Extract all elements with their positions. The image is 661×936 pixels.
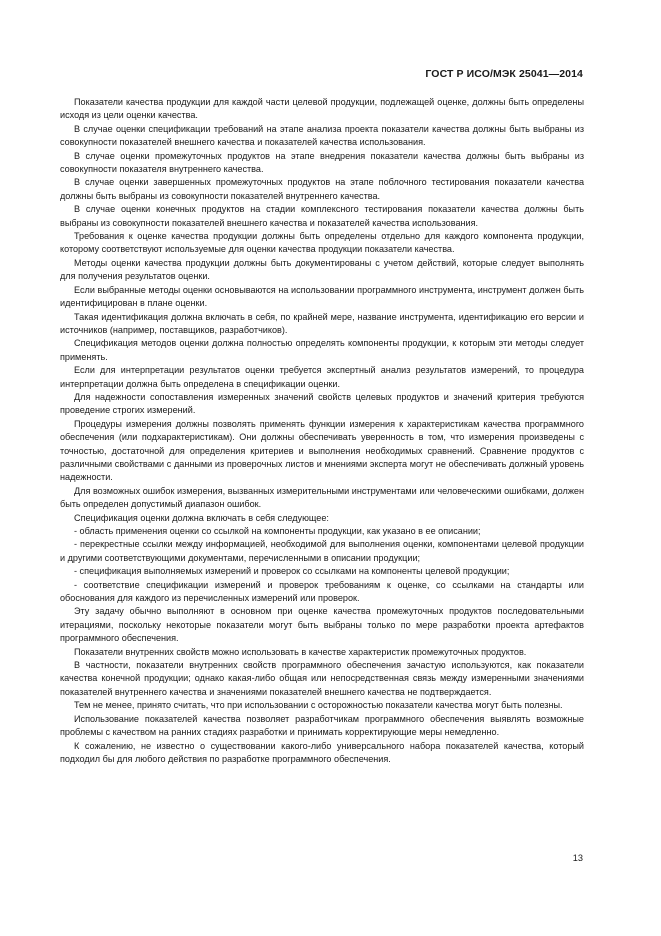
paragraph: В случае оценки промежуточных продуктов на этапе внедрения показатели качества должны быть выбраны из совокупности показателя внутреннего качества. — [60, 150, 584, 175]
paragraph: Эту задачу обычно выполняют в основном при оценке качества промежуточных продуктов последовательными итерациями, поскольку некоторые показатели могут быть выбраны только по мере разработки проекта артефактов программного обеспечения. — [60, 606, 584, 644]
paragraph: Требования к оценке качества продукции должны быть определены отдельно для каждого компонента продукции, которому соответствуют используемые для оценки качества продукции показатели качества. — [60, 231, 584, 255]
paragraph: Если для интерпретации результатов оценки требуется экспертный анализ результатов измерений, то процедура интерпретации должна быть определена в спецификации оценки. — [60, 365, 584, 389]
paragraph: Для возможных ошибок измерения, вызванных измерительными инструментами или человеческими ошибками, должен быть определен допустимый диапазон ошибок. — [60, 485, 584, 510]
paragraph: В частности, показатели внутренних свойств программного обеспечения зачастую используются, как показатели качества конечной продукции; однако какая-либо общая или непосредственная связь между измеренными значениями показателей внутреннего качества и значениями показателей внешнего качества не подтверждается. — [60, 660, 584, 697]
paragraph: Показатели качества продукции для каждой части целевой продукции, подлежащей оценке, должны быть определены исходя из цели оценки качества. — [60, 97, 584, 121]
paragraph: К сожалению, не известно о существовании какого-либо универсального набора показателей качества, который подходил бы для любого действия по разработке программного обеспечения. — [60, 740, 584, 764]
paragraph: Тем не менее, принято считать, что при использовании с осторожностью показатели качества могут быть полезны. — [74, 700, 563, 711]
page-number: 13 — [572, 853, 583, 863]
paragraph: Спецификация методов оценки должна полностью определять компоненты продукции, к которым эти методы следует применять. — [60, 338, 584, 362]
paragraph: В случае оценки завершенных промежуточных продуктов на этапе поблочного тестирования показатели качества должны быть выбраны из совокупности показателей внутреннего качества. — [60, 177, 584, 201]
paragraph: Если выбранные методы оценки основываются на использовании программного инструмента, инструмент должен быть идентифицирован в плане оценки. — [60, 284, 584, 309]
paragraph: В случае оценки конечных продуктов на стадии комплексного тестирования показатели качества должны быть выбраны из совокупности показателей внешнего качества и показателей качества использования. — [60, 204, 584, 228]
paragraph: В случае оценки спецификации требований на этапе анализа проекта показатели качества должны быть выбраны из совокупности показателей внешнего качества и показателей качества использования. — [60, 123, 584, 148]
list-item: - соответствие спецификации измерений и проверок требованиям к оценке, со ссылками на стандарты или обоснования для каждого из перечисленных измерений или проверок. — [60, 579, 584, 604]
paragraph: Использование показателей качества позволяет разработчикам программного обеспечения выявлять возможные проблемы с качеством на ранних стадиях разработки и принимать корректирующие меры немедленно. — [60, 713, 584, 738]
body-text — [60, 96, 584, 766]
document-header: ГОСТ Р ИСО/МЭК 25041—2014 — [425, 68, 583, 80]
paragraph: Такая идентификация должна включать в себя, по крайней мере, название инструмента, идентификацию его версии и источников (например, поставщиков, разработчиков). — [60, 311, 584, 335]
list-item: - область применения оценки со ссылкой на компоненты продукции, как указано в ее описании; — [74, 526, 481, 536]
paragraph: Спецификация оценки должна включать в себя следующее: — [74, 512, 329, 523]
list-item: - перекрестные ссылки между информацией, необходимой для выполнения оценки, компонентами целевой продукции и другими соответствующими документами, перечисленными в описании продукции; — [60, 539, 584, 563]
paragraph: Процедуры измерения должны позволять применять функции измерения к характеристикам качества программного обеспечения (или подхарактеристикам). Они должны обеспечивать уверенность в том, что измерения произведены с точностью, достаточной для определения критериев и выполнения необходимых сравнений. Сравнение продуктов с различными свойствами с данными из проверочных листов и мнениями эксперта могут не обеспечивать должный уровень надежности. — [60, 418, 584, 483]
paragraph: Показатели внутренних свойств можно использовать в качестве характеристик промежуточных продуктов. — [74, 646, 527, 657]
paragraph: Для надежности сопоставления измеренных значений свойств целевых продуктов и значений критерия требуются проведение строгих измерений. — [60, 391, 584, 416]
list-item: - спецификация выполняемых измерений и проверок со ссылками на компоненты целевой продукции; — [74, 566, 510, 577]
paragraph: Методы оценки качества продукции должны быть документированы с учетом действий, которые следует выполнять для получения результатов оценки. — [60, 257, 584, 282]
